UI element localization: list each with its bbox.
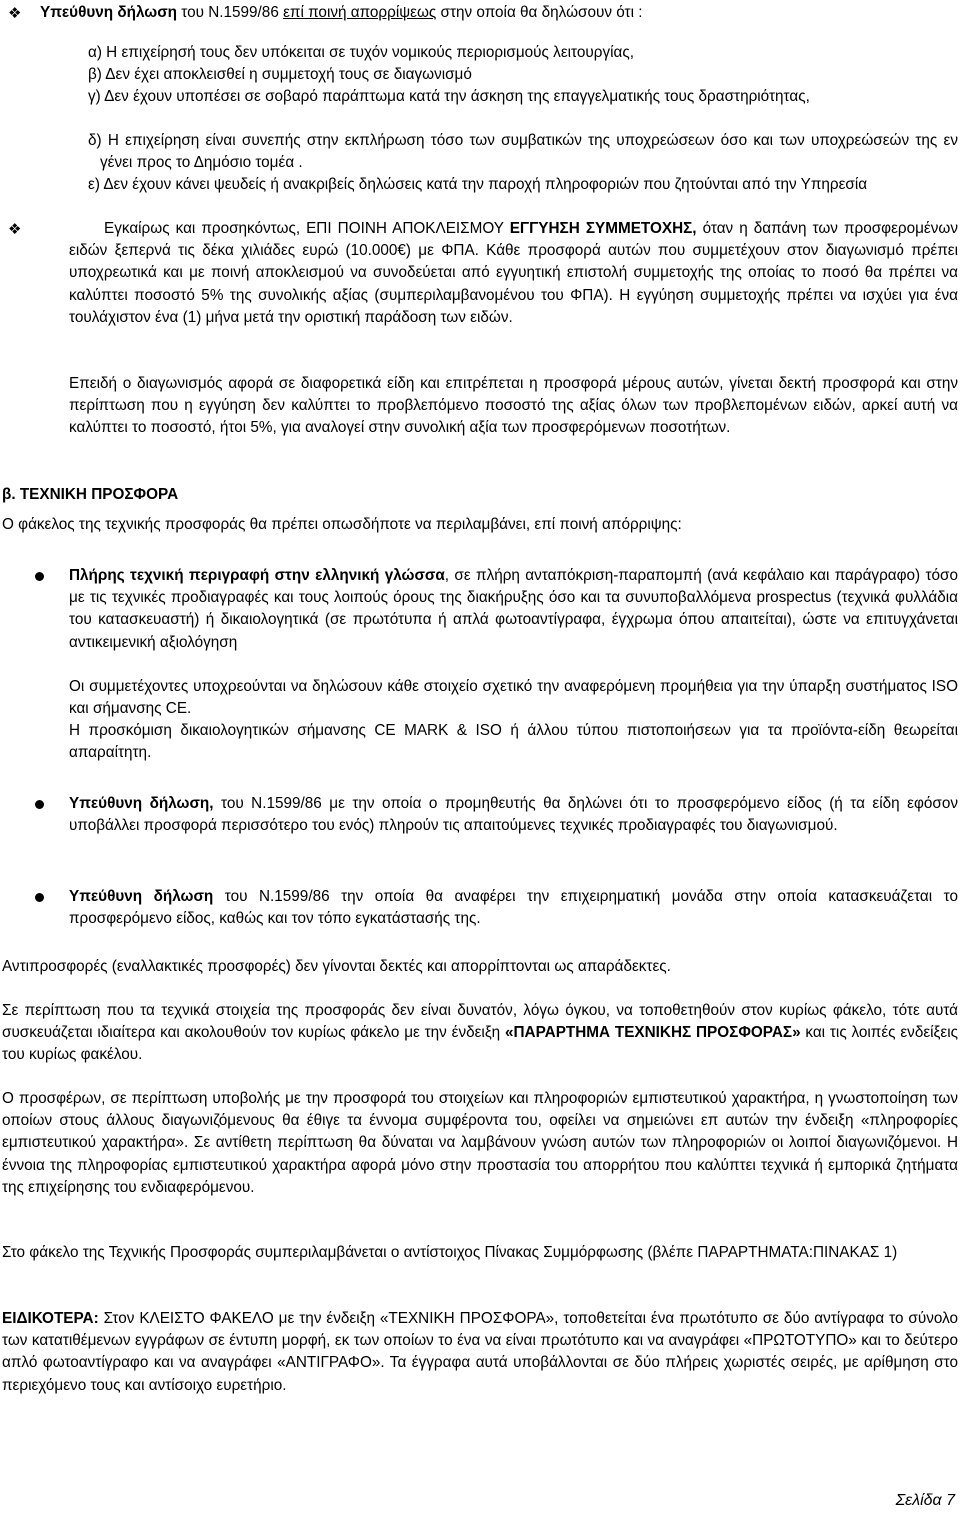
round-bullet-icon <box>35 800 44 809</box>
compliance-table-paragraph: Στο φάκελο της Τεχνικής Προσφοράς συμπεριλαμβάνεται ο αντίστοιχος Πίνακας Συμμόρφωσης (βλέπε ΠΑΡΑΡΤΗΜΑΤΑ:ΠΙΝΑΚΑΣ 1) <box>2 1244 898 1261</box>
condition-a: α) Η επιχείρησή τους δεν υπόκειται σε τυχόν νομικούς περιορισμούς λειτουργίας, <box>88 44 634 61</box>
specs-declaration-text: του Ν.1599/86 με την οποία ο προμηθευτής θα δηλώνει ότι το προσφερόμενο είδος (ή τα είδη εφόσον υποβάλλει προσφορά περισσότερο του ενός) πληρούν τις απαιτούμενες τεχνικές προδιαγραφές του διαγωνισμού. <box>69 795 958 835</box>
technical-annex-paragraph <box>2 1000 958 1067</box>
manufacturing-declaration-item <box>69 886 958 930</box>
diamond-bullet-icon: ❖ <box>8 220 22 238</box>
technical-description-text: , σε πλήρη ανταπόκριση-παραπομπή (ανά κεφάλαιο και παράγραφο) τόσο με τις τεχνικές προδιαγραφές και τους λοιπούς όρους της διακήρυξης όσο και τα συνυποβαλλόμενα prospectus (τεχνικά φυλλάδια του κατασκευαστή) ή δικαιολογητικά (σε πρωτότυπα ή απλά φωτοαντίγραφα, έγχρωμα όπου απαιτείται), ώστε να επιτυγχάνεται αντικειμενική αξιολόγηση <box>69 567 958 651</box>
special-instructions-paragraph <box>2 1308 958 1397</box>
ce-iso-certificates: Η προσκόμιση δικαιολογητικών σήμανσης CE MARK & ISO ή άλλου τύπου πιστοποιήσεων για τα προϊόντα-είδη θεωρείται απαραίτητη. <box>69 722 958 762</box>
manufacturing-declaration-bold: Υπεύθυνη δήλωση <box>69 888 214 905</box>
specs-declaration-bold: Υπεύθυνη δήλωση, <box>69 795 214 812</box>
guarantee-text-start: Εγκαίρως και προσηκόντως, ΕΠΙ ΠΟΙΝΗ ΑΠΟΚΛΕΙΣΜΟΥ <box>104 220 510 237</box>
specs-declaration-item <box>69 793 958 837</box>
condition-d: δ) Η επιχείρηση είναι συνεπής στην εκπλήρωση τόσο των συμβατικών της υποχρεώσεων όσο και των υποχρεώσεών της εν γένει προς το Δημόσιο τομέα . <box>88 132 958 172</box>
technical-description-bold: Πλήρης τεχνική περιγραφή στην ελληνική γλώσσα <box>69 567 445 584</box>
guarantee-text-end: όταν η δαπάνη των προσφερομένων ειδών ξεπερνά τις δέκα χιλιάδες ευρώ (10.000€) με ΦΠΑ. Κάθε προσφορά αυτών που συμμετέχουν στον διαγωνισμό πρέπει υποχρεωτικά και με ποινή αποκλεισμού να συνοδεύεται από εγγυητική επιστολή συμμετοχής της οποίας το ποσό θα πρέπει να καλύπτει ποσοστό 5% της συνολικής αξίας (συμπεριλαμβανομένου του ΦΠΑ). Η εγγύηση συμμετοχής πρέπει να ισχύει για ένα τουλάχιστον ένα (1) μήνα μετά την οριστική παράδοση των ειδών. <box>69 220 958 326</box>
condition-c: γ) Δεν έχουν υποπέσει σε σοβαρό παράπτωμα κατά την άσκηση της επαγγελματικής τους δραστηριότητας, <box>88 88 810 105</box>
guarantee-bold: ΕΓΓΥΗΣΗ ΣΥΜΜΕΤΟΧΗΣ, <box>509 220 697 237</box>
confidential-info-paragraph: Ο προσφέρων, σε περίπτωση υποβολής με την προσφορά του στοιχείων και πληροφοριών εμπιστευτικού χαρακτήρα, η γνωστοποίηση των οποίων στους άλλους διαγωνιζόμενους θα έθιγε τα έννομα συμφέροντα του, οφείλει να σημειώνει επ αυτών την ένδειξη «πληροφορίες εμπιστευτικού χαρακτήρα». Σε αντίθετη περίπτωση θα δύναται να λαμβάνουν γνώση αυτών των πληροφοριών οι λοιποί διαγωνιζόμενοι. Η έννοια της πληροφορίας εμπιστευτικού χαρακτήρα αφορά μόνο στην προστασία του απορρήτου που καλύπτει τεχνικά ή εμπορικά ζητήματα της επιχείρησης του ενδιαφερόμενου. <box>2 1090 958 1196</box>
technical-annex-text-end: και τις λοιπές ενδείξεις του κυρίως φακέλου. <box>2 1024 958 1064</box>
declaration-underlined: επί ποινή απορρίψεως <box>283 4 437 21</box>
special-instructions-text: Στον ΚΛΕΙΣΤΟ ΦΑΚΕΛΟ με την ένδειξη «ΤΕΧΝΙΚΗ ΠΡΟΣΦΟΡΑ», τοποθετείται ένα πρωτότυπο σε δύο αντίγραφα το σύνολο των κατατιθέμενων εγγράφων σε έντυπη μορφή, εκ των οποίων το ένα να είναι πρωτότυπο και να αναγράφει «ΠΡΩΤΟΤΥΠΟ» και το δεύτερο απλό φωτοαντίγραφο και να αναγράφει «ΑΝΤΙΓΡΑΦΟ». Τα έγγραφα αυτά υποβάλλονται σε δύο πλήρεις χωριστές σειρές, με αρίθμηση στο περιεχόμενο τους και αντίσοιχο ευρετήριο. <box>2 1310 958 1394</box>
declaration-end: στην οποία θα δηλώσουν ότι : <box>436 4 643 21</box>
condition-b: β) Δεν έχει αποκλεισθεί η συμμετοχή τους σε διαγωνισμό <box>88 66 472 83</box>
partial-offer-paragraph: Επειδή ο διαγωνισμός αφορά σε διαφορετικά είδη και επιτρέπεται η προσφορά μέρους αυτών, γίνεται δεκτή προσφορά και στην περίπτωση που η εγγύηση δεν καλύπτει το προβλεπόμενο ποσοστό της αξίας όλων των προβλεπομένων ειδών, αρκεί αυτή να καλύπτει το ποσοστό, ήτοι 5%, για αναλογεί στην συνολική αξία των προσφερόμενων ποσοτήτων. <box>69 375 958 437</box>
declaration-law: του Ν.1599/86 <box>177 4 284 21</box>
alternatives-paragraph: Αντιπροσφορές (εναλλακτικές προσφορές) δεν γίνονται δεκτές και απορρίπτονται ως απαράδεκτες. <box>2 958 671 975</box>
guarantee-paragraph <box>69 218 958 329</box>
declaration-heading <box>40 2 940 24</box>
page-number: Σελίδα 7 <box>895 1492 955 1509</box>
technical-annex-bold: «ΠΑΡΑΡΤΗΜΑ ΤΕΧΝΙΚΗΣ ΠΡΟΣΦΟΡΑΣ» <box>504 1024 801 1042</box>
round-bullet-icon <box>35 572 44 581</box>
round-bullet-icon <box>35 893 44 902</box>
section-title: β. ΤΕΧΝΙΚΗ ΠΡΟΣΦΟΡΑ <box>2 486 179 503</box>
section-intro: Ο φάκελος της τεχνικής προσφοράς θα πρέπει οπωσδήποτε να περιλαμβάνει, επί ποινή απόρριψης: <box>2 516 682 533</box>
declaration-bold: Υπεύθυνη δήλωση <box>40 4 178 21</box>
condition-e: ε) Δεν έχουν κάνει ψευδείς ή ανακριβείς δηλώσεις κατά την παροχή πληροφοριών που ζητούνται από την Υπηρεσία <box>88 176 868 193</box>
special-instructions-bold: ΕΙΔΙΚΟΤΕΡΑ: <box>2 1310 99 1327</box>
technical-annex-text-start: Σε περίπτωση που τα τεχνικά στοιχεία της προσφοράς δεν είναι δυνατόν, λόγω όγκου, να τοποθετηθούν στον κυρίως φάκελο, τότε αυτά συσκευάζεται ιδιαίτερα και ακολουθούν τον κυρίως φάκελο με την ένδειξη <box>2 1002 958 1042</box>
diamond-bullet-icon: ❖ <box>8 4 22 22</box>
technical-description-item <box>69 565 958 654</box>
iso-ce-statement: Οι συμμετέχοντες υποχρεούνται να δηλώσουν κάθε στοιχείο σχετικό την αναφερόμενη προμήθεια για την ύπαρξη συστήματος ISO και σήμανσης CE. <box>69 678 958 718</box>
manufacturing-declaration-text: του Ν.1599/86 την οποία θα αναφέρει την επιχειρηματική μονάδα στην οποία κατασκευάζεται το προσφερόμενο είδος, καθώς και τον τόπο εγκατάστασής της. <box>69 888 958 928</box>
